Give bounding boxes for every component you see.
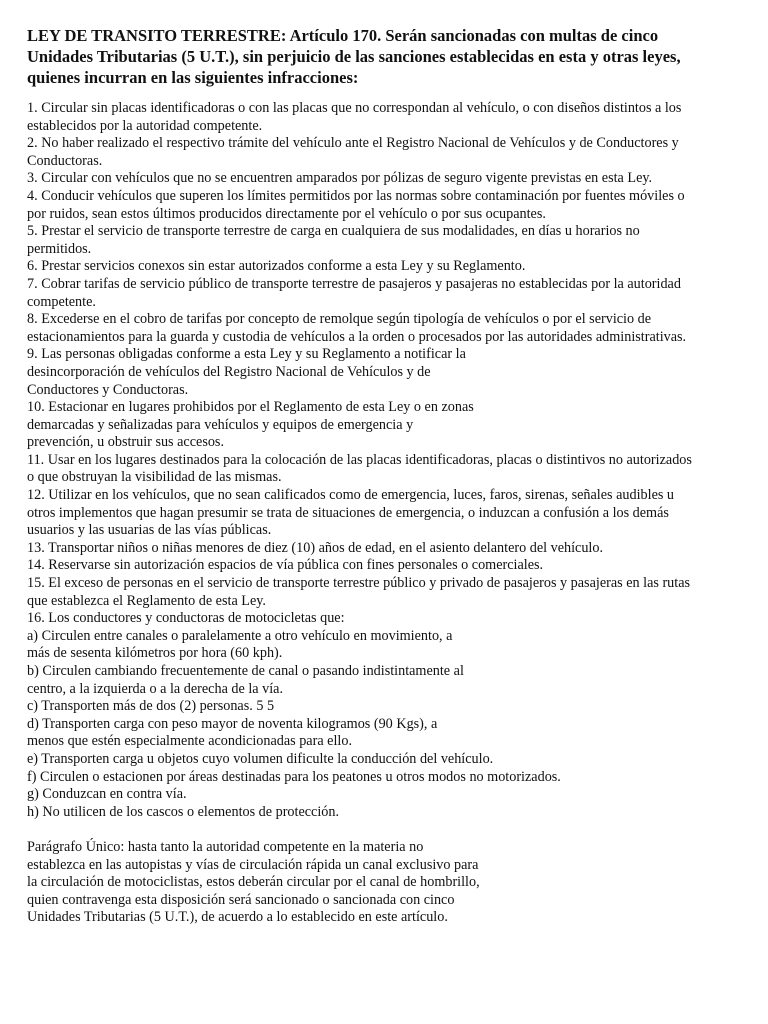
text-line: 6. Prestar servicios conexos sin estar autorizados conforme a esta Ley y su Reglamento. bbox=[27, 258, 526, 275]
text-line: permitidos. bbox=[27, 240, 92, 257]
text-line: 10. Estacionar en lugares prohibidos por el Reglamento de esta Ley o en zonas bbox=[27, 399, 474, 416]
text-line: c) Transporten más de dos (2) personas. 5 5 bbox=[27, 698, 275, 715]
text-line: otros implementos que hagan presumir se trata de situaciones de emergencia, o induzcan a confusión a los demás bbox=[27, 504, 669, 521]
article-heading bbox=[27, 25, 752, 88]
text-line: e) Transporten carga u objetos cuyo volumen dificulte la conducción del vehículo. bbox=[27, 750, 494, 767]
text-line: más de sesenta kilómetros por hora (60 kph). bbox=[27, 645, 283, 662]
text-line: 2. No haber realizado el respectivo trámite del vehículo ante el Registro Nacional de Vehículos y de Conductores y bbox=[27, 135, 679, 152]
text-line: menos que estén especialmente acondicionadas para ello. bbox=[27, 733, 352, 750]
paragraph-line: Unidades Tributarias (5 U.T.), de acuerdo a lo establecido en este artículo. bbox=[27, 909, 448, 926]
paragraph-line: establezca en las autopistas y vías de circulación rápida un canal exclusivo para bbox=[27, 856, 479, 873]
paragraph-line: quien contravenga esta disposición será sancionado o sancionada con cinco bbox=[27, 891, 455, 908]
text-line: que establezca el Reglamento de esta Ley. bbox=[27, 592, 266, 609]
text-line: 1. Circular sin placas identificadoras o con las placas que no correspondan al vehículo, o con diseños distintos a los bbox=[27, 100, 682, 116]
heading-line: LEY DE TRANSITO TERRESTRE: Artículo 170. Serán sancionadas con multas de cinco bbox=[27, 26, 659, 45]
text-line: desincorporación de vehículos del Registro Nacional de Vehículos y de bbox=[27, 363, 431, 380]
text-line: competente. bbox=[27, 293, 96, 310]
text-line: prevención, u obstruir sus accesos. bbox=[27, 434, 224, 451]
text-line: a) Circulen entre canales o paralelamente a otro vehículo en movimiento, a bbox=[27, 627, 453, 644]
document-page bbox=[27, 25, 752, 927]
text-line: demarcadas y señalizadas para vehículos y equipos de emergencia y bbox=[27, 416, 414, 433]
paragraph-line: Parágrafo Único: hasta tanto la autoridad competente en la materia no bbox=[27, 838, 424, 855]
text-line: h) No utilicen de los cascos o elementos de protección. bbox=[27, 803, 340, 820]
text-line: 14. Reservarse sin autorización espacios de vía pública con fines personales o comerciales. bbox=[27, 557, 544, 574]
text-line: 5. Prestar el servicio de transporte terrestre de carga en cualquiera de sus modalidades, en días u horarios no bbox=[27, 223, 640, 240]
text-line: por ruidos, sean estos últimos producidos directamente por el vehículo o por sus ocupantes. bbox=[27, 205, 546, 222]
text-line: Conductores y Conductoras. bbox=[27, 381, 189, 398]
heading-line: Unidades Tributarias (5 U.T.), sin perjuicio de las sanciones establecidas en esta y otras leyes, bbox=[27, 47, 681, 66]
text-line: 15. El exceso de personas en el servicio de transporte terrestre público y privado de pasajeros y pasajeras en las rutas bbox=[27, 575, 691, 592]
paragraph-spacer bbox=[27, 821, 752, 839]
paragraph-line: la circulación de motociclistas, estos deberán circular por el canal de hombrillo, bbox=[27, 874, 480, 891]
text-line: b) Circulen cambiando frecuentemente de canal o pasando indistintamente al bbox=[27, 663, 464, 679]
heading-line: quienes incurran en las siguientes infracciones: bbox=[27, 68, 359, 87]
text-line: d) Transporten carga con peso mayor de noventa kilogramos (90 Kgs), a bbox=[27, 715, 438, 732]
text-line: 13. Transportar niños o niñas menores de diez (10) años de edad, en el asiento delantero del vehículo. bbox=[27, 539, 604, 556]
text-line: 7. Cobrar tarifas de servicio público de transporte terrestre de pasajeros y pasajeras no establecidas por la autoridad bbox=[27, 275, 681, 292]
text-line: f) Circulen o estacionen por áreas destinadas para los peatones u otros modos no motorizados. bbox=[27, 768, 561, 785]
text-line: g) Conduzcan en contra vía. bbox=[27, 786, 187, 803]
text-line: 3. Circular con vehículos que no se encuentren amparados por pólizas de seguro vigente previstas en esta Ley. bbox=[27, 170, 653, 187]
text-line: Conductoras. bbox=[27, 152, 103, 169]
text-line: 4. Conducir vehículos que superen los límites permitidos por las normas sobre contaminación por fuentes móviles o bbox=[27, 187, 685, 204]
text-line: estacionamientos para la guarda y custodia de vehículos a la orden o procesados por las autoridades administrativas. bbox=[27, 328, 687, 345]
text-line: 8. Excederse en el cobro de tarifas por concepto de remolque según tipología de vehículos o por el servicio de bbox=[27, 311, 652, 328]
text-line: establecidos por la autoridad competente. bbox=[27, 117, 263, 134]
text-line: usuarios y las usuarias de las vías públicas. bbox=[27, 522, 272, 539]
infractions-list bbox=[27, 100, 752, 927]
text-line: o que obstruyan la visibilidad de las mismas. bbox=[27, 469, 282, 486]
text-line: centro, a la izquierda o a la derecha de la vía. bbox=[27, 680, 284, 697]
text-line: 12. Utilizar en los vehículos, que no sean calificados como de emergencia, luces, faros, sirenas, señales audibles u bbox=[27, 487, 675, 504]
text-line: 16. Los conductores y conductoras de motocicletas que: bbox=[27, 610, 345, 627]
text-line: 9. Las personas obligadas conforme a esta Ley y su Reglamento a notificar la bbox=[27, 346, 466, 363]
text-line: 11. Usar en los lugares destinados para la colocación de las placas identificadoras, placas o distintivos no autorizados bbox=[27, 451, 692, 468]
